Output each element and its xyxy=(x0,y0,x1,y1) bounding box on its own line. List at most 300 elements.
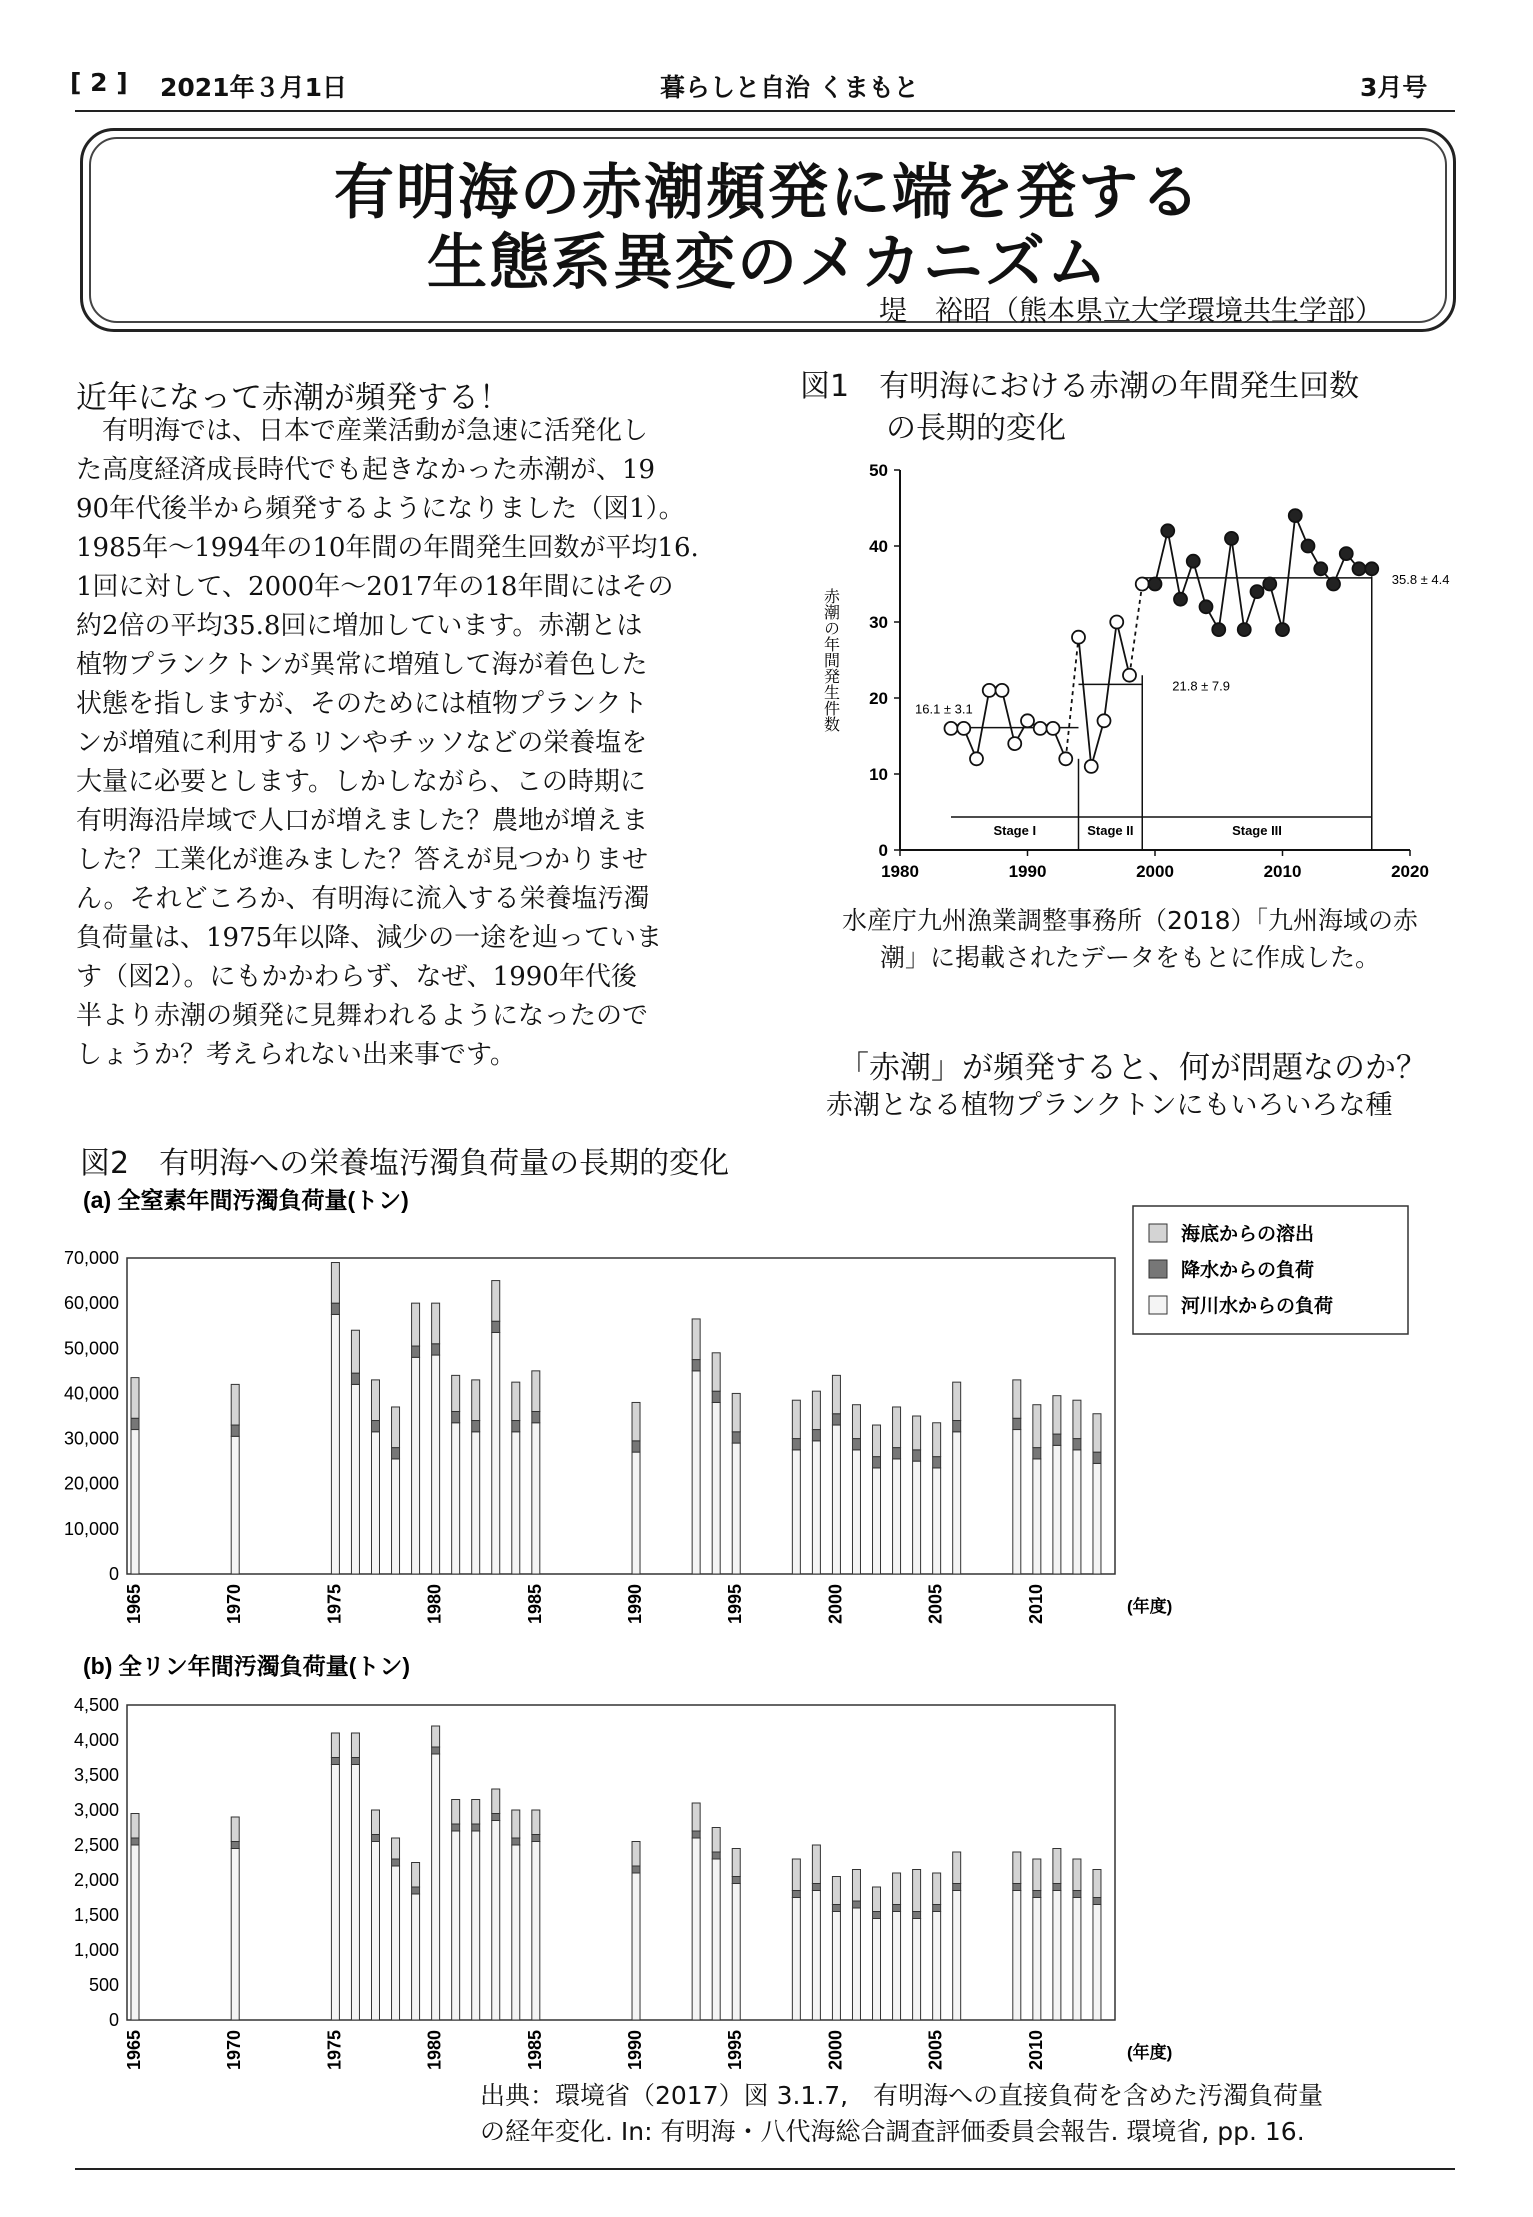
fig2-bar-sediment xyxy=(692,1319,700,1360)
fig2-bar-river xyxy=(1053,1891,1061,2021)
fig1-data-point xyxy=(1187,555,1200,568)
fig2-bar-river xyxy=(131,1845,139,2020)
fig2-bar-rain xyxy=(351,1373,359,1384)
fig2-bar-river xyxy=(913,1461,921,1574)
fig2-y-tick-label: 1,000 xyxy=(73,1940,119,1960)
fig2-bar-river xyxy=(712,1402,720,1574)
fig1-source-line-2: 潮」に掲載されたデータをもとに作成した。 xyxy=(879,943,1380,972)
fig1-data-point xyxy=(996,684,1009,697)
fig2-bar-rain xyxy=(512,1838,520,1845)
fig1-data-point xyxy=(1238,623,1251,636)
fig1-data-point xyxy=(1085,760,1098,773)
fig2-bar-rain xyxy=(812,1884,820,1891)
fig1-data-point xyxy=(957,722,970,735)
fig2-bar-river xyxy=(1013,1891,1021,2021)
fig2-source xyxy=(480,2078,1323,2150)
fig2-y-tick-label: 70,000 xyxy=(63,1248,119,1268)
fig2-bar-sediment xyxy=(231,1384,239,1425)
fig2-bar-rain xyxy=(371,1421,379,1432)
fig2-bar-river xyxy=(852,1450,860,1574)
fig2-bar-river xyxy=(953,1432,961,1574)
fig2-bar-sediment xyxy=(532,1371,540,1412)
fig1-data-point xyxy=(1365,562,1378,575)
fig1-data-point xyxy=(1251,585,1264,598)
fig1-series-segment xyxy=(1219,538,1232,629)
fig2-bar-rain xyxy=(452,1411,460,1422)
fig2-bar-river xyxy=(873,1468,881,1574)
fig2-bar-sediment xyxy=(331,1733,339,1758)
fig2-bar-river xyxy=(953,1891,961,2021)
fig2-bar-sediment xyxy=(351,1330,359,1373)
fig2-bar-sediment xyxy=(1073,1859,1081,1891)
fig2-bar-river xyxy=(893,1459,901,1574)
fig2-y-tick-label: 3,500 xyxy=(73,1765,119,1785)
section-heading-2: 「赤潮」が頻発すると、何が問題なのか？ xyxy=(838,1050,1427,1086)
fig2-bar-river xyxy=(492,1821,500,2021)
fig2-bar-rain xyxy=(452,1824,460,1831)
fig2-y-tick-label: 60,000 xyxy=(63,1293,119,1314)
fig2-bar-sediment xyxy=(452,1800,460,1825)
fig2-bar-rain xyxy=(532,1411,540,1422)
fig2-bar-sediment xyxy=(893,1873,901,1905)
fig2-source-line-1: 出典：環境省（2017）図 3.1.7, 有明海への直接負荷を含めた汚濁負荷量 xyxy=(480,2081,1324,2110)
fig2-bar-river xyxy=(1013,1430,1021,1574)
fig2-plot-frame xyxy=(127,1705,1115,2020)
fig2-bar-sediment xyxy=(331,1263,339,1304)
fig2-bar-river xyxy=(852,1908,860,2020)
fig1-mean-label: 35.8 ± 4.4 xyxy=(1391,571,1450,587)
fig2-caption: 図2 有明海への栄養塩汚濁負荷量の長期的変化 xyxy=(80,1146,730,1181)
fig1-y-tick-label: 50 xyxy=(869,461,888,480)
fig2-bar-river xyxy=(933,1468,941,1574)
fig2-bar-sediment xyxy=(492,1789,500,1814)
fig2-y-tick-label: 30,000 xyxy=(63,1428,119,1449)
fig2-bar-river xyxy=(371,1842,379,2021)
fig2-bar-river xyxy=(1053,1445,1061,1574)
fig2-bar-sediment xyxy=(1093,1414,1101,1452)
fig2-bar-river xyxy=(812,1891,820,2021)
fig2-bar-rain xyxy=(712,1391,720,1402)
fig1-data-point xyxy=(1276,623,1289,636)
fig2-bar-river xyxy=(392,1866,400,2020)
fig1-series-segment xyxy=(1130,584,1143,675)
fig2-bar-rain xyxy=(933,1457,941,1468)
fig2-bar-sediment xyxy=(832,1877,840,1905)
fig2-bar-rain xyxy=(231,1425,239,1436)
body-line: した？工業化が進みました？答えが見つかりませ xyxy=(76,845,649,875)
body-line: 有明海沿岸域で人口が増えました？農地が増えま xyxy=(76,806,649,836)
fig1-series-segment xyxy=(977,690,990,758)
fig2-x-tick-label: 1995 xyxy=(725,2030,746,2071)
section-heading-1: 近年になって赤潮が頻発する！ xyxy=(76,380,510,416)
fig2-bar-river xyxy=(472,1432,480,1574)
fig2-bar-sediment xyxy=(131,1814,139,1839)
fig2-bar-sediment xyxy=(371,1380,379,1421)
body-line: ん。それどころか、有明海に流入する栄養塩汚濁 xyxy=(76,884,650,914)
fig2-bar-river xyxy=(792,1898,800,2021)
fig1-data-point xyxy=(945,722,958,735)
fig2-bar-rain xyxy=(832,1414,840,1425)
fig2-bar-sediment xyxy=(852,1870,860,1902)
fig1-data-point xyxy=(1263,578,1276,591)
fig2-bar-rain xyxy=(532,1835,540,1842)
issue-month: 3月号 xyxy=(1360,73,1428,102)
fig2-bar-rain xyxy=(351,1758,359,1765)
fig1-series-segment xyxy=(1002,690,1015,743)
fig2-bar-sediment xyxy=(492,1281,500,1322)
fig2-bar-rain xyxy=(371,1835,379,1842)
fig2-x-tick-label: 2005 xyxy=(925,2030,946,2071)
fig1-mean-label: 21.8 ± 7.9 xyxy=(1172,678,1230,694)
fig2-x-tick-label: 2005 xyxy=(925,1584,946,1625)
fig2-bar-river xyxy=(1033,1459,1041,1574)
fig2-bar-river xyxy=(412,1357,420,1574)
body-line: 負荷量は、1975年以降、減少の一途を辿っていま xyxy=(76,923,663,953)
fig2-y-tick-label: 1,500 xyxy=(73,1905,119,1925)
fig2-bar-river xyxy=(832,1425,840,1574)
fig2-bar-sediment xyxy=(371,1810,379,1835)
fig2-bar-river xyxy=(532,1842,540,2021)
fig2-bar-river xyxy=(792,1450,800,1574)
fig2-bar-river xyxy=(632,1452,640,1574)
fig2-bar-sediment xyxy=(712,1353,720,1391)
fig1-y-tick-label: 20 xyxy=(869,689,888,708)
fig2-bar-sediment xyxy=(472,1800,480,1825)
fig2-bar-river xyxy=(452,1831,460,2020)
fig2-y-tick-label: 40,000 xyxy=(63,1383,119,1404)
fig2-bar-sediment xyxy=(812,1391,820,1429)
fig2-bar-river xyxy=(1093,1905,1101,2021)
fig2-bar-river xyxy=(392,1459,400,1574)
fig2-bar-river xyxy=(412,1894,420,2020)
fig2-bar-sediment xyxy=(432,1303,440,1344)
fig2-bar-river xyxy=(1033,1898,1041,2021)
fig1-stage-label: Stage I xyxy=(993,823,1037,838)
fig2-bar-sediment xyxy=(231,1817,239,1842)
fig1-data-point xyxy=(1200,600,1213,613)
fig2-bar-sediment xyxy=(532,1810,540,1835)
fig2-x-unit: (年度) xyxy=(1127,1597,1173,1616)
fig2-bar-sediment xyxy=(1013,1852,1021,1884)
fig2-x-tick-label: 2010 xyxy=(1025,1584,1046,1625)
fig1-stage-label: Stage III xyxy=(1232,823,1282,838)
fig2a-chart xyxy=(63,1184,1470,1640)
section2-text: 赤潮となる植物プランクトンにもいろいろな種 xyxy=(826,1090,1393,1121)
fig2b-chart xyxy=(75,1640,1470,2070)
header-rule xyxy=(75,110,1455,112)
fig2-bar-sediment xyxy=(412,1863,420,1888)
fig2-bar-sediment xyxy=(432,1726,440,1747)
fig2-bar-rain xyxy=(131,1838,139,1845)
fig2-bar-rain xyxy=(692,1831,700,1838)
fig2-bar-rain xyxy=(512,1421,520,1432)
fig2-bar-rain xyxy=(893,1905,901,1912)
fig2-bar-rain xyxy=(412,1346,420,1357)
title-line-2: 生態系異変のメカニズム xyxy=(427,228,1109,298)
fig2-bar-sediment xyxy=(732,1393,740,1431)
fig1-data-point xyxy=(1123,669,1136,682)
issue-date: 2021年３月1日 xyxy=(160,73,347,102)
fig2-y-tick-label: 2,500 xyxy=(73,1835,119,1855)
body-line: 1回に対して、2000年～2017年の18年間にはその xyxy=(76,572,674,602)
fig1-data-point xyxy=(970,752,983,765)
fig2-bar-rain xyxy=(913,1912,921,1919)
body-line: 1985年～1994年の10年間の年間発生回数が平均16. xyxy=(76,533,699,563)
fig2-bar-river xyxy=(532,1423,540,1574)
fig2-bar-sediment xyxy=(712,1828,720,1853)
fig2-bar-river xyxy=(331,1314,339,1574)
fig1-data-point xyxy=(1047,722,1060,735)
fig1-data-point xyxy=(1110,616,1123,629)
fig1-series-segment xyxy=(1232,538,1245,629)
newsletter-name: 暮らしと自治 くまもと xyxy=(660,73,919,102)
fig2-bar-river xyxy=(492,1332,500,1574)
fig1-source xyxy=(790,902,1470,976)
fig1-chart xyxy=(800,455,1450,895)
fig2-bar-rain xyxy=(933,1905,941,1912)
fig1-x-tick-label: 2010 xyxy=(1263,862,1302,881)
fig1-series-segment xyxy=(1079,637,1092,766)
fig2-x-tick-label: 1985 xyxy=(524,1584,545,1625)
fig2-bar-rain xyxy=(852,1439,860,1450)
fig2-bar-rain xyxy=(1093,1898,1101,1905)
page-number: [ 2 ] xyxy=(70,68,128,97)
fig2-bar-sediment xyxy=(792,1859,800,1891)
fig2-bar-rain xyxy=(953,1884,961,1891)
fig2-bar-rain xyxy=(893,1448,901,1459)
fig2-x-unit: (年度) xyxy=(1127,2043,1173,2062)
fig2-y-tick-label: 0 xyxy=(108,2010,119,2030)
fig2-bar-rain xyxy=(1033,1891,1041,1898)
fig2-bar-sediment xyxy=(913,1416,921,1450)
fig2-bar-rain xyxy=(331,1303,339,1314)
fig2-bar-sediment xyxy=(873,1425,881,1457)
fig2-bar-sediment xyxy=(832,1375,840,1413)
fig2-bar-sediment xyxy=(692,1803,700,1831)
fig1-data-point xyxy=(1327,578,1340,591)
fig2-legend-label: 河川水からの負荷 xyxy=(1181,1296,1334,1317)
fig2-x-tick-label: 1985 xyxy=(524,2030,545,2071)
fig2-bar-rain xyxy=(1053,1884,1061,1891)
fig1-data-point xyxy=(983,684,996,697)
fig2-bar-rain xyxy=(231,1842,239,1849)
fig2-bar-rain xyxy=(432,1747,440,1754)
fig2-bar-river xyxy=(351,1384,359,1574)
fig2-bar-sediment xyxy=(1033,1859,1041,1891)
fig2-bar-rain xyxy=(1013,1418,1021,1429)
fig1-stage-label: Stage II xyxy=(1087,823,1134,838)
fig2-bar-sediment xyxy=(913,1870,921,1912)
body-line: す（図2）。にもかかわらず、なぜ、1990年代後 xyxy=(76,962,637,992)
fig2-x-tick-label: 1975 xyxy=(324,2030,345,2071)
body-line: しょうか？考えられない出来事です。 xyxy=(76,1040,516,1070)
fig2-bar-rain xyxy=(852,1901,860,1908)
fig1-data-point xyxy=(1136,578,1149,591)
fig2-bar-sediment xyxy=(933,1423,941,1457)
fig1-series-segment xyxy=(1283,516,1296,630)
fig1-data-point xyxy=(1059,752,1072,765)
fig2-panel-title: (a) 全窒素年間汚濁負荷量(トン) xyxy=(83,1187,409,1213)
fig2-bar-rain xyxy=(392,1859,400,1866)
fig1-x-tick-label: 1980 xyxy=(881,862,919,881)
fig1-data-point xyxy=(1212,623,1225,636)
fig2-bar-sediment xyxy=(131,1378,139,1419)
fig2-bar-river xyxy=(712,1859,720,2020)
fig2-bar-sediment xyxy=(392,1838,400,1859)
fig2-y-tick-label: 500 xyxy=(88,1975,119,1995)
fig2-x-tick-label: 1980 xyxy=(424,2030,445,2071)
fig2-bar-river xyxy=(371,1432,379,1574)
fig1-mean-label: 16.1 ± 3.1 xyxy=(915,701,973,717)
fig2-bar-river xyxy=(692,1371,700,1574)
fig2-bar-rain xyxy=(1093,1452,1101,1463)
fig2-bar-rain xyxy=(432,1344,440,1355)
fig2-bar-rain xyxy=(792,1891,800,1898)
fig2-bar-river xyxy=(1093,1463,1101,1574)
fig2-bar-sediment xyxy=(953,1382,961,1420)
fig1-data-point xyxy=(1174,593,1187,606)
fig2-x-tick-label: 2010 xyxy=(1025,2030,1046,2071)
fig2-bar-river xyxy=(452,1423,460,1574)
fig2-bar-rain xyxy=(492,1814,500,1821)
fig2-bar-river xyxy=(732,1884,740,2021)
fig2-x-tick-label: 1975 xyxy=(324,1584,345,1625)
fig2-bar-river xyxy=(732,1443,740,1574)
fig2-bar-river xyxy=(231,1436,239,1574)
fig2-bar-sediment xyxy=(893,1407,901,1448)
fig2-bar-rain xyxy=(792,1439,800,1450)
body-paragraph xyxy=(76,412,756,1075)
footer-rule xyxy=(75,2168,1455,2170)
fig1-data-point xyxy=(1340,547,1353,560)
fig2-bar-rain xyxy=(632,1441,640,1452)
fig2-legend-label: 降水からの負荷 xyxy=(1181,1260,1315,1281)
fig2-bar-rain xyxy=(832,1905,840,1912)
fig2-bar-sediment xyxy=(792,1400,800,1438)
fig2-y-tick-label: 3,000 xyxy=(73,1800,119,1820)
body-line: ンが増殖に利用するリンやチッソなどの栄養塩を xyxy=(76,728,648,758)
fig2-bar-river xyxy=(832,1912,840,2021)
body-line: 約2倍の平均35.8回に増加しています。赤潮とは xyxy=(76,611,643,641)
body-line: 植物プランクトンが異常に増殖して海が着色した xyxy=(76,650,648,680)
fig2-bar-sediment xyxy=(392,1407,400,1448)
fig2-bar-river xyxy=(131,1430,139,1574)
fig1-data-point xyxy=(1353,562,1366,575)
fig2-y-tick-label: 4,500 xyxy=(73,1695,119,1715)
body-line: た高度経済成長時代でも起きなかった赤潮が、19 xyxy=(76,455,656,485)
fig2-bar-river xyxy=(1073,1898,1081,2021)
fig2-bar-river xyxy=(632,1873,640,2020)
fig1-data-point xyxy=(1149,578,1162,591)
fig2-x-tick-label: 2000 xyxy=(825,1584,846,1625)
fig2-bar-sediment xyxy=(1073,1400,1081,1438)
fig1-series-segment xyxy=(1117,622,1130,675)
fig2-bar-sediment xyxy=(1013,1380,1021,1418)
fig2-y-tick-label: 20,000 xyxy=(63,1473,119,1494)
fig2-bar-rain xyxy=(412,1887,420,1894)
fig1-x-tick-label: 2000 xyxy=(1136,862,1174,881)
fig2-bar-sediment xyxy=(351,1733,359,1758)
fig2-bar-sediment xyxy=(512,1810,520,1838)
fig1-caption-line-2: の長期的変化 xyxy=(886,411,1066,446)
fig2-bar-sediment xyxy=(953,1852,961,1884)
fig2-plot-frame xyxy=(127,1258,1115,1574)
fig1-data-point xyxy=(1034,722,1047,735)
fig1-data-point xyxy=(1302,540,1315,553)
fig1-y-axis-label: 赤潮の年間発生件数 xyxy=(821,588,839,732)
fig1-caption-line-1: 図1 有明海における赤潮の年間発生回数 xyxy=(800,369,1360,404)
fig2-bar-rain xyxy=(812,1430,820,1441)
fig2-bar-rain xyxy=(1013,1884,1021,1891)
fig2-bar-rain xyxy=(1073,1891,1081,1898)
fig2-bar-rain xyxy=(913,1450,921,1461)
fig2-bar-rain xyxy=(472,1421,480,1432)
fig1-series-segment xyxy=(1155,531,1168,584)
fig2-bar-river xyxy=(1073,1450,1081,1574)
fig2-bar-river xyxy=(812,1441,820,1574)
fig2-bar-river xyxy=(933,1912,941,2021)
fig2-bar-sediment xyxy=(472,1380,480,1421)
fig2-bar-rain xyxy=(331,1758,339,1765)
fig1-series-segment xyxy=(1066,637,1079,759)
body-line: 大量に必要とします。しかしながら、この時期に xyxy=(76,767,646,797)
fig2-panel-title: (b) 全リン年間汚濁負荷量(トン) xyxy=(83,1653,411,1679)
fig1-y-tick-label: 10 xyxy=(869,765,888,784)
fig2-legend-label: 海底からの溶出 xyxy=(1181,1224,1315,1245)
fig1-y-tick-label: 40 xyxy=(869,537,888,556)
fig2-bar-sediment xyxy=(512,1382,520,1420)
fig1-data-point xyxy=(1161,524,1174,537)
fig2-y-tick-label: 0 xyxy=(108,1564,119,1584)
fig2-bar-sediment xyxy=(732,1849,740,1877)
fig2-bar-sediment xyxy=(1033,1405,1041,1448)
fig2-bar-river xyxy=(893,1912,901,2021)
fig2-x-tick-label: 1970 xyxy=(224,1584,245,1625)
fig1-data-point xyxy=(1289,509,1302,522)
fig1-data-point xyxy=(1098,714,1111,727)
fig1-data-point xyxy=(1008,737,1021,750)
fig2-bar-rain xyxy=(953,1421,961,1432)
fig2-bar-sediment xyxy=(632,1402,640,1440)
fig2-bar-sediment xyxy=(632,1842,640,1867)
fig1-data-point xyxy=(1225,532,1238,545)
fig2-bar-river xyxy=(231,1849,239,2021)
fig2-x-tick-label: 1990 xyxy=(625,2030,646,2071)
fig2-y-tick-label: 50,000 xyxy=(63,1338,119,1359)
fig2-bar-rain xyxy=(1053,1434,1061,1445)
body-line: 90年代後半から頻発するようになりました（図1）。 xyxy=(76,494,685,524)
fig2-bar-rain xyxy=(732,1877,740,1884)
fig2-bar-rain xyxy=(392,1448,400,1459)
fig2-bar-rain xyxy=(873,1457,881,1468)
fig2-legend-swatch xyxy=(1149,1260,1167,1278)
fig2-bar-rain xyxy=(732,1432,740,1443)
fig2-bar-sediment xyxy=(452,1375,460,1411)
fig2-bar-river xyxy=(351,1765,359,2021)
fig1-series-segment xyxy=(1104,622,1117,721)
fig2-bar-sediment xyxy=(933,1873,941,1905)
fig2-legend-swatch xyxy=(1149,1296,1167,1314)
fig1-source-line-1: 水産庁九州漁業調整事務所（2018）「九州海域の赤 xyxy=(841,906,1419,935)
fig2-x-tick-label: 1965 xyxy=(124,2030,144,2071)
fig2-bar-river xyxy=(873,1919,881,2021)
title-line-1: 有明海の赤潮頻発に端を発する xyxy=(334,158,1202,228)
fig2-x-tick-label: 1980 xyxy=(424,1584,445,1625)
fig2-bar-river xyxy=(472,1831,480,2020)
fig2-bar-sediment xyxy=(812,1845,820,1884)
fig2-bar-rain xyxy=(1033,1448,1041,1459)
fig2-bar-rain xyxy=(472,1824,480,1831)
